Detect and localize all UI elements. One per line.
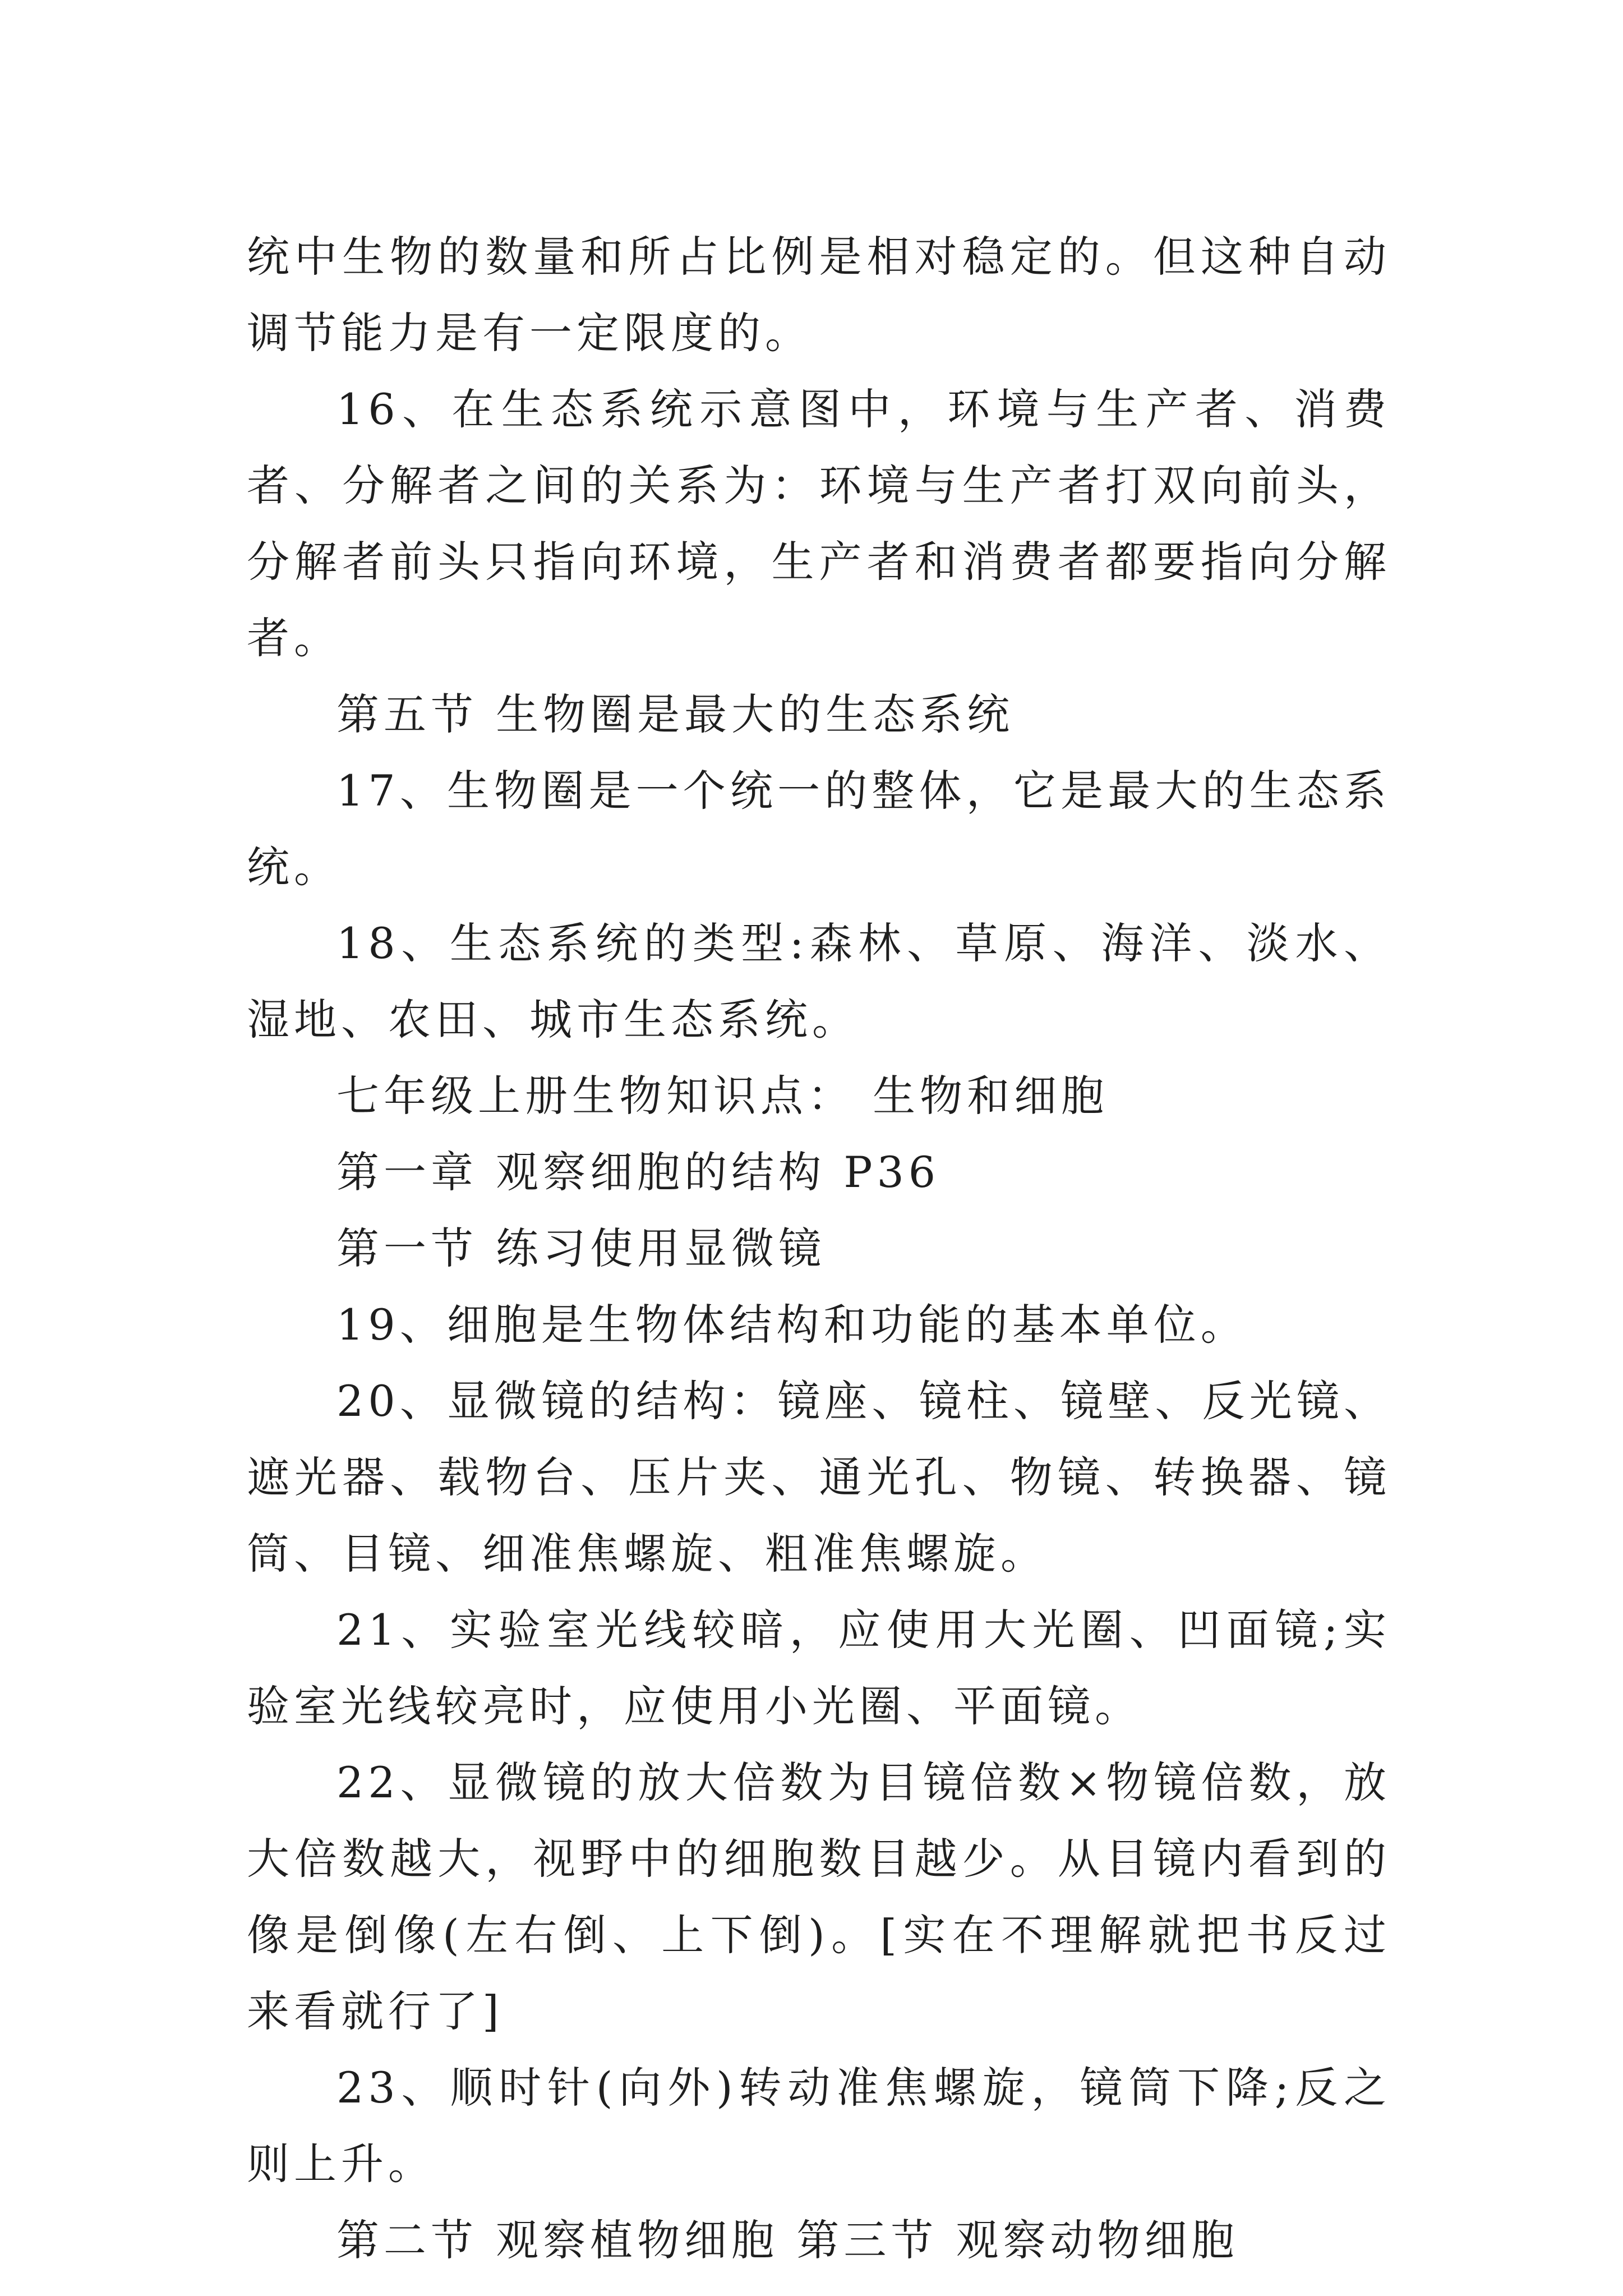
document-body <box>247 219 1391 2279</box>
paragraph-continuation: 统中生物的数量和所占比例是相对稳定的。但这种自动调节能力是有一定限度的。 <box>247 232 1391 358</box>
paragraph-item-21: 21、实验室光线较暗，应使用大光圈、凹面镜;实验室光线较亮时，应使用小光圈、平面镜。 <box>247 1605 1391 1731</box>
section-heading-2-3: 第二节 观察植物细胞 第三节 观察动物细胞 <box>336 2215 1239 2265</box>
paragraph-item-16: 16、在生态系统示意图中，环境与生产者、消费者、分解者之间的关系为：环境与生产者打双向前头，分解者前头只指向环境，生产者和消费者都要指向分解者。 <box>247 384 1391 663</box>
paragraph-item-20: 20、显微镜的结构：镜座、镜柱、镜壁、反光镜、遮光器、载物台、压片夹、通光孔、物镜、转换器、镜筒、目镜、细准焦螺旋、粗准焦螺旋。 <box>247 1376 1391 1579</box>
section-heading-1: 第一节 练习使用显微镜 <box>336 1223 826 1273</box>
paragraph-item-23: 23、顺时针(向外)转动准焦螺旋，镜筒下降;反之则上升。 <box>247 2063 1391 2189</box>
section-heading-5: 第五节 生物圈是最大的生态系统 <box>336 689 1015 739</box>
unit-heading: 七年级上册生物知识点： 生物和细胞 <box>336 1071 1109 1121</box>
paragraph-item-18: 18、生态系统的类型:森林、草原、海洋、淡水、湿地、农田、城市生态系统。 <box>247 918 1391 1045</box>
paragraph-item-19: 19、细胞是生物体结构和功能的基本单位。 <box>336 1300 1248 1350</box>
chapter-heading-1: 第一章 观察细胞的结构 P36 <box>336 1147 940 1197</box>
paragraph-item-17: 17、生物圈是一个统一的整体，它是最大的生态系统。 <box>247 766 1391 892</box>
paragraph-item-22: 22、显微镜的放大倍数为目镜倍数×物镜倍数，放大倍数越大，视野中的细胞数目越少。从目镜内看到的像是倒像(左右倒、上下倒)。[实在不理解就把书反过来看就行了] <box>247 1757 1391 2036</box>
